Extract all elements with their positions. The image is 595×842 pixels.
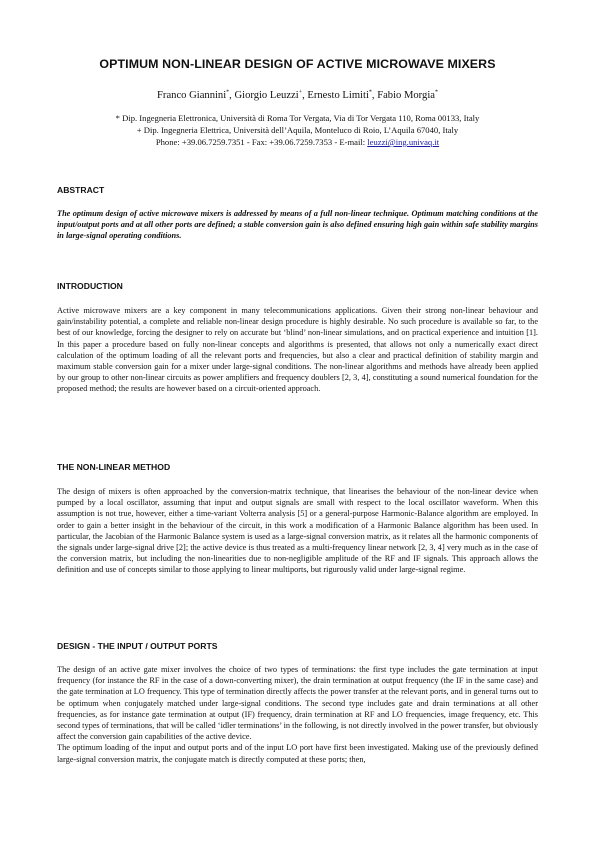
author-line [20, 90, 575, 101]
author-mark: * [434, 89, 438, 96]
affiliation-1: * Dip. Ingegneria Elettronica, Università di Roma Tor Vergata, Via di Tor Vergata 110, Roma 00133, Italy [115, 113, 480, 123]
author-mark: + [298, 89, 303, 96]
paper-title: OPTIMUM NON-LINEAR DESIGN OF ACTIVE MICROWAVE MIXERS [99, 57, 496, 71]
ports-paragraph-1: The design of an active gate mixer involves the choice of two types of terminations: the first type includes the gate termination at input frequency (for instance the RF in the case of a down-converting mixer), the drain termination at output frequency (the IF in the same case) and the gate termination at LO frequency. This type of termination directly affects the power transfer at the relevant ports, and in general turns out to be optimum when conjugately matched under large-signal conditions. The second type includes gate and drain terminations at all other frequencies, as for instance gate termination at output (IF) frequency, drain termination at RF and LO frequencies, image frequency, etc. This second types of terminations, that will be called ‘idler terminations’ in the following, is not directly involved in the power transfer, but obviously affect the conversion gain capabilities of the active device. [57, 665, 538, 742]
author-mark: * [368, 89, 372, 96]
ports-body [57, 664, 538, 765]
ports-heading: DESIGN - THE INPUT / OUTPUT PORTS [57, 641, 218, 651]
contact-line [20, 137, 575, 148]
method-text: The design of mixers is often approached by the conversion-matrix technique, that linearises the behaviour of the non-linear device when pumped by a local oscillator, assuming that input and output signals are small with respect to the local oscillator waveform. When this assumption is not true, however, either a time-variant Volterra analysis [5] or a general-purpose Harmonic-Balance algorithm are employed. In order to gain a better insight in the behaviour of the circuit, in this work a modification of a Harmonic Balance algorithm has been used. In particular, the Jacobian of the Harmonic Balance system is used as a large-signal conversion matrix, as it relates all the harmonic components of the signals under large-signal drive [2]; the active device is thus treated as a multi-frequency linear network [2, 3, 4] very much as in the case of the conversion matrix, but including the non-linearities due to non-negligible amplitude of the RF and IF signals. This approach allows the definition and use of concepts similar to those applying to linear multiports, but rigurously valid under large-signal regime. [57, 487, 538, 575]
author-name: Fabio Morgia [377, 90, 435, 101]
method-heading: THE NON-LINEAR METHOD [57, 462, 171, 472]
abstract-text: The optimum design of active microwave mixers is addressed by means of a full non-linear technique. Optimum matching conditions at the input/output ports and at all other ports are defined; a stable conversion gain is also defined ensuring high gain within safe stability margins in large-signal operating conditions. [57, 209, 538, 241]
author-separator: , [302, 90, 308, 101]
affiliation-2: + Dip. Ingegneria Elettrica, Università dell’Aquila, Monteluco di Roio, L’Aquila 67040, Italy [136, 125, 459, 135]
ports-paragraph-2: The optimum loading of the input and output ports and of the input LO port have first been investigated. Making use of the previously defined large-signal conversion matrix, the conjugate match is directly computed at these ports; then, [57, 743, 538, 764]
introduction-text: Active microwave mixers are a key component in many telecommunications applications. Given their strong non-linear behaviour and gain/instability potential, a complete and reliable non-linear design procedure is highly desirable. No such procedure is available so far, to the best of our knowledge, forcing the designer to rely on accurate but ‘blind’ non-linear simulations, and on practical experience and intuition [1]. In this paper a procedure based on fully non-linear concepts and algorithms is presented, that allows not only a numerically exact direct calculation of the optimum loading of all the relevant ports and frequencies, but also a clear and practical definition of stability margin and maximum stable conversion gain for a mixer under large-signal conditions. The non-linear algorithms and methods have already been applied by our group to other non-linear circuits as power amplifiers and frequency doublers [2, 3, 4], constituting a sound numerical foundation for the proposed method; the results are however based on a circuit-oriented approach. [57, 306, 538, 394]
author-name: Franco Giannini [157, 90, 227, 101]
abstract-heading: ABSTRACT [57, 185, 105, 195]
email-link[interactable]: leuzzi@ing.univaq.it [367, 137, 440, 147]
contact-phone-fax: Phone: +39.06.7259.7351 - Fax: +39.06.7259.7353 - E-mail: [155, 137, 368, 147]
author-separator: , [229, 90, 235, 101]
author-name: Giorgio Leuzzi [234, 90, 299, 101]
author-name: Ernesto Limiti [307, 90, 369, 101]
introduction-heading: INTRODUCTION [57, 281, 123, 291]
author-mark: * [226, 89, 230, 96]
author-separator: , [371, 90, 378, 101]
